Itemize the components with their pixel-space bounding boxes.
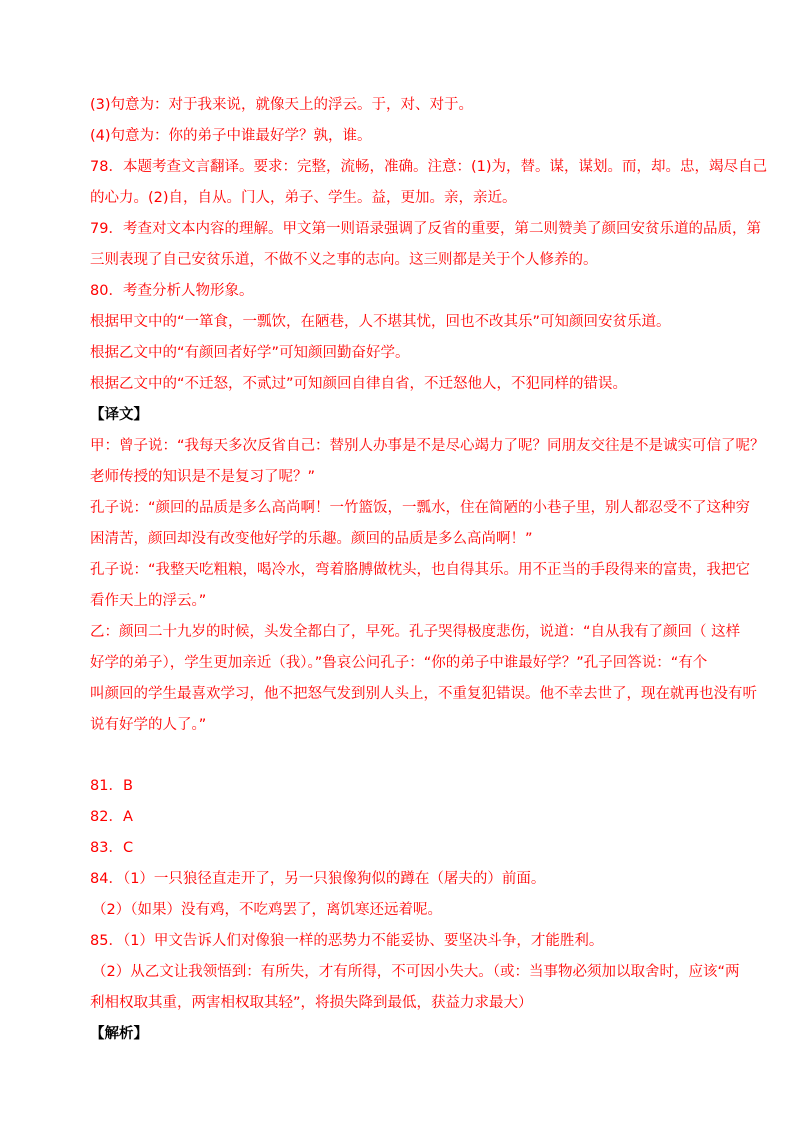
text-line: (4)句意为：你的弟子中谁最好学？孰，谁。 — [90, 128, 372, 144]
text-line: 甲：曾子说：“我每天多次反省自己：替别人办事是不是尽心竭力了呢？同朋友交往是不是诚实可信了呢？ — [90, 438, 765, 454]
text-line: 的心力。(2)自，自从。门人，弟子、学生。益，更加。亲，亲近。 — [90, 190, 517, 206]
text-line: 三则表现了自己安贫乐道，不做不义之事的志向。这三则都是关于个人修养的。 — [90, 252, 598, 268]
text-line: 根据乙文中的“有颜回者好学”可知颜回勤奋好学。 — [90, 345, 410, 361]
text-line: 叫颜回的学生最喜欢学习，他不把怒气发到别人头上，不重复犯错误。他不幸去世了，现在就再也没有听 — [90, 686, 757, 702]
text-line: 孔子说：“我整天吃粗粮，喝冷水，弯着胳膊做枕头，也自得其乐。用不正当的手段得来的富贵，我把它 — [90, 562, 751, 578]
answer-83: 83．C — [90, 840, 134, 856]
answer-84-1: 84．（1）一只狼径直走开了，另一只狼像狗似的蹲在（屠夫的）前面。 — [90, 871, 546, 887]
text-line: 老师传授的知识是不是复习了呢？” — [90, 469, 316, 485]
text-line: 困清苦，颜回却没有改变他好学的乐趣。颜回的品质是多么高尚啊！” — [90, 531, 533, 547]
answer-85-2: （2）从乙文让我领悟到：有所失，才有所得，不可因小失大。（或：当事物必须加以取舍时，应该“两 — [92, 964, 740, 980]
answer-85-1: 85．（1）甲文告诉人们对像狼一样的恶势力不能妥协、要坚决斗争，才能胜利。 — [90, 933, 604, 949]
text-line: 孔子说：“颜回的品质是多么高尚啊！一竹篮饭，一瓢水，住在简陋的小巷子里，别人都忍受不了这种穷 — [90, 500, 751, 516]
text-line: 79．考查对文本内容的理解。甲文第一则语录强调了反省的重要，第二则赞美了颜回安贫乐道的品质，第 — [90, 221, 761, 237]
answer-81: 81．B — [90, 778, 133, 794]
answer-84-2: （2）（如果）没有鸡，不吃鸡罢了，离饥寒还远着呢。 — [92, 902, 442, 918]
text-line: 78．本题考查文言翻译。要求：完整，流畅，准确。注意：(1)为，替。谋，谋划。而，却。忠，竭尽自己 — [90, 159, 767, 175]
text-line: 乙：颜回二十九岁的时候，头发全都白了，早死。孔子哭得极度悲伤，说道：“自从我有了颜回（ 这样 — [90, 624, 741, 640]
text-line: 说有好学的人了。” — [90, 717, 207, 733]
text-line: 根据乙文中的“不迁怒，不贰过”可知颜回自律自省，不迁怒他人，不犯同样的错误。 — [90, 376, 628, 392]
text-line: 80．考查分析人物形象。 — [90, 283, 254, 299]
text-line: (3)句意为：对于我来说，就像天上的浮云。于，对、对于。 — [90, 97, 474, 113]
text-line: 根据甲文中的“一箪食，一瓢饮，在陋巷，人不堪其忧，回也不改其乐”可知颜回安贫乐道。 — [90, 314, 671, 330]
section-heading-translation: 【译文】 — [90, 407, 148, 423]
text-line: 看作天上的浮云。” — [90, 593, 207, 609]
answer-82: 82．A — [90, 809, 133, 825]
text-line: 利相权取其重，两害相权取其轻”，将损失降到最低，获益力求最大） — [90, 995, 533, 1011]
section-heading-analysis: 【解析】 — [90, 1026, 148, 1042]
text-line: 好学的弟子），学生更加亲近（我）。”鲁哀公问孔子：“你的弟子中谁最好学？”孔子回答说：“有个 — [90, 655, 708, 671]
